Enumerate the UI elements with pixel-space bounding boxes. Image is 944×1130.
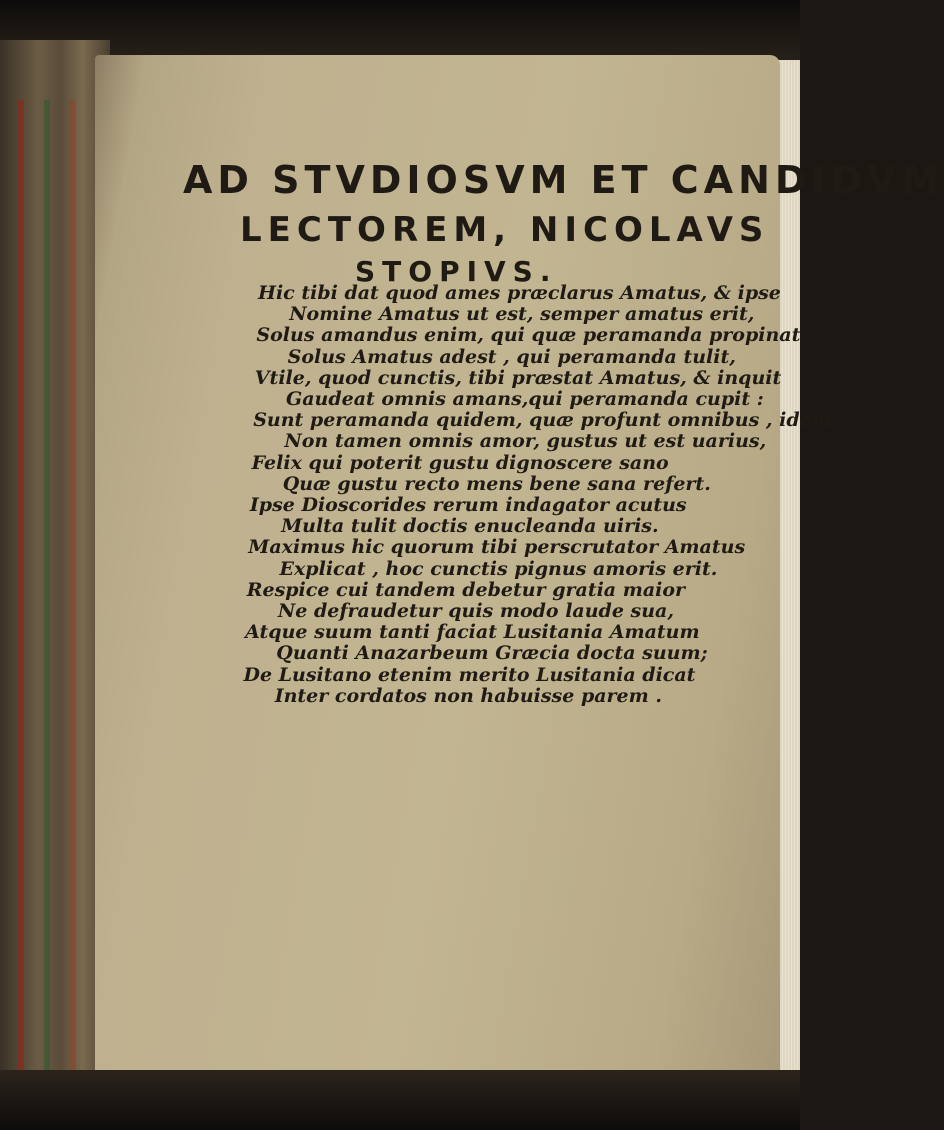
heading-line-2: LECTOREM, NICOLAVS: [240, 210, 770, 250]
spine-stripe: [18, 100, 24, 1100]
verse-line: Sunt peramanda quidem, quæ profunt omnibus , idem: [253, 409, 832, 432]
verse-line: Ipse Dioscorides rerum indagator acutus: [249, 494, 687, 516]
verse-line: Solus amandus enim, qui quæ peramanda propinat: [256, 324, 801, 347]
verse-line: Multa tulit doctis enucleanda uiris.: [281, 515, 659, 538]
verse-line: Quæ gustu recto mens bene sana refert.: [282, 472, 711, 495]
verse-line: Felix qui poterit gustu dignoscere sano: [251, 451, 669, 474]
verse-line: Quanti Anazarbeum Græcia docta suum;: [276, 642, 708, 665]
heading-line-1: AD STVDIOSVM ET CANDIDVM: [183, 158, 944, 202]
verse-line: Respice cui tandem debetur gratia maior: [246, 578, 686, 601]
verse-line: Ne defraudetur quis modo laude sua,: [277, 600, 674, 622]
heading-line-3: STOPIVS.: [355, 255, 558, 288]
verse-line: Explicat , hoc cunctis pignus amoris erit.: [279, 557, 718, 580]
left-spine: [0, 40, 110, 1100]
verse-line: Nomine Amatus ut est, semper amatus erit,: [289, 303, 755, 326]
verse-line: De Lusitano etenim merito Lusitania dicat: [243, 663, 696, 686]
bottom-shadow: [0, 1070, 800, 1130]
verse-line: Gaudeat omnis amans,qui peramanda cupit :: [286, 388, 764, 410]
verse-line: Solus Amatus adest , qui peramanda tulit,: [287, 345, 736, 368]
verse-line: Inter cordatos non habuisse parem .: [274, 684, 662, 707]
verse-line: Non tamen omnis amor, gustus ut est uarius,: [284, 430, 767, 453]
spine-stripe: [44, 100, 50, 1100]
verse-line: Maximus hic quorum tibi perscrutator Amatus: [248, 536, 746, 559]
verse-line: Hic tibi dat quod ames præclarus Amatus, & ipse: [258, 282, 781, 304]
verse-line: Atque suum tanti faciat Lusitania Amatum: [245, 621, 700, 644]
verse-line: Vtile, quod cunctis, tibi præstat Amatus, & inquit: [254, 366, 782, 389]
spine-stripe: [70, 100, 76, 1100]
